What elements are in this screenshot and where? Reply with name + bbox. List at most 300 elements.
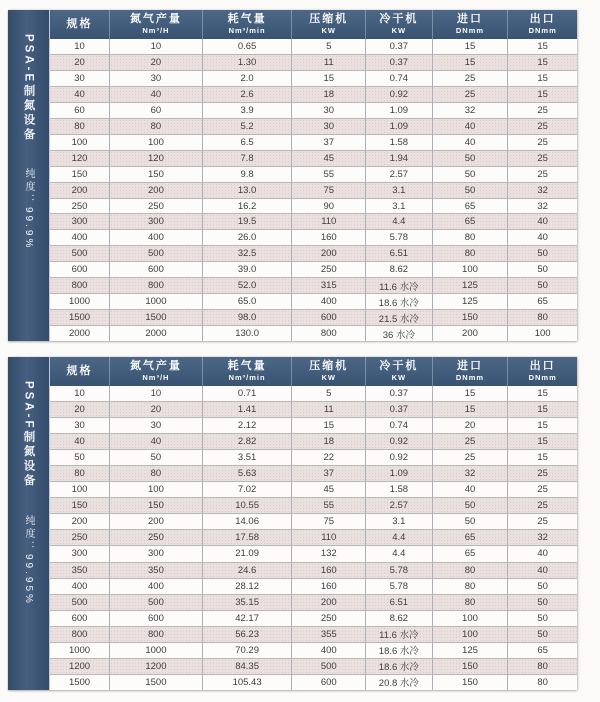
table-cell: 120 [110, 151, 203, 166]
table-cell: 15 [537, 404, 548, 416]
table-cell: 15 [537, 72, 548, 84]
header-label: 冷干机 [379, 13, 419, 26]
table-cell: 1.41 [203, 402, 293, 417]
table-cell: 1500 [50, 310, 110, 325]
table-cell: 150 [50, 167, 110, 182]
table-cell: 500 [110, 595, 203, 610]
table-cell: 40 [537, 232, 548, 244]
table-cell: 32.5 [203, 246, 293, 261]
table-cell: 50 [433, 498, 509, 513]
table-row [50, 55, 577, 71]
table-cell: 160 [292, 579, 366, 594]
table-cell: 200 [110, 183, 203, 198]
table-cell: 150 [50, 498, 110, 513]
table-cell: 20 [110, 402, 203, 417]
header-label: 氮气产量 [129, 13, 182, 26]
table-row [50, 199, 577, 215]
table-cell: 1500 [50, 675, 110, 690]
table-cell: 100 [50, 135, 110, 150]
table-cell: 50 [537, 596, 548, 608]
table-cell: 100 [50, 482, 110, 497]
table-cell: 25 [537, 468, 548, 480]
table-cell: 25 [537, 516, 548, 528]
header-cell [50, 10, 110, 39]
table-cell: 1200 [50, 659, 110, 674]
table-cell: 2.57 [366, 498, 432, 513]
series-title: PSA-E制氮设备 [22, 34, 35, 143]
table-cell: 25 [537, 104, 548, 116]
table-cell: 50 [537, 580, 548, 592]
table-row [50, 563, 577, 579]
table-cell: 39.0 [203, 262, 293, 277]
table-cell: 10 [110, 39, 203, 54]
table-cell: 250 [50, 199, 110, 214]
table-cell: 20 [50, 402, 110, 417]
table-cell: 15 [537, 56, 548, 68]
table-cell: 1000 [110, 643, 203, 658]
table-cell: 600 [110, 262, 203, 277]
header-cell [292, 10, 366, 39]
series-title: PSA-F制氮设备 [22, 381, 35, 489]
table-cell: 90 [292, 199, 366, 214]
table-cell: 0.37 [366, 39, 432, 54]
table-cell: 6.51 [366, 246, 432, 261]
table-cell: 10 [50, 39, 110, 54]
table-cell: 1.09 [366, 119, 432, 134]
table-cell: 500 [110, 246, 203, 261]
table-cell: 800 [292, 326, 366, 341]
table-cell: 80 [537, 676, 548, 688]
table-cell: 50 [50, 450, 110, 465]
table-cell: 40 [433, 482, 509, 497]
table-row [50, 294, 577, 310]
table-cell: 20 [110, 55, 203, 70]
header-unit: Nm³/min [228, 372, 266, 382]
table-cell: 70.29 [203, 643, 293, 658]
table-cell: 50 [537, 248, 548, 260]
table-cell: 150 [433, 675, 509, 690]
table-cell: 56.23 [203, 627, 293, 642]
table-cell: 6.5 [203, 135, 293, 150]
table-row [50, 103, 577, 119]
table-cell: 4.4 [366, 546, 432, 561]
table-cell: 200 [292, 595, 366, 610]
header-cell [110, 10, 203, 39]
psa-e-sidebar [8, 10, 50, 341]
header-unit: KW [391, 372, 407, 382]
table-cell: 65 [433, 214, 509, 229]
header-cell [433, 10, 509, 39]
table-cell: 5.63 [203, 466, 293, 481]
table-row [50, 434, 577, 450]
table-cell: 400 [50, 579, 110, 594]
spec-grid [50, 357, 577, 690]
table-cell: 15 [537, 40, 548, 52]
table-cell: 160 [292, 563, 366, 578]
psa-f-spec-table [8, 357, 577, 690]
table-cell: 80 [110, 466, 203, 481]
table-row [50, 39, 577, 55]
table-cell: 25 [537, 152, 548, 164]
table-cell: 200 [110, 514, 203, 529]
header-row [50, 10, 577, 39]
table-cell: 80 [433, 230, 509, 245]
table-row [50, 450, 577, 466]
table-cell: 105.43 [203, 675, 293, 690]
table-row [50, 326, 577, 341]
table-cell: 200 [50, 183, 110, 198]
table-cell: 15 [537, 88, 548, 100]
table-row [50, 183, 577, 199]
table-cell: 50 [537, 264, 548, 276]
table-cell: 250 [292, 611, 366, 626]
table-cell: 40 [537, 564, 548, 576]
header-cell [366, 357, 432, 386]
table-cell: 25 [537, 484, 548, 496]
table-cell: 1.58 [366, 135, 432, 150]
table-cell: 37 [292, 135, 366, 150]
table-cell: 0.92 [366, 434, 432, 449]
table-cell: 800 [50, 278, 110, 293]
table-cell: 100 [433, 262, 509, 277]
table-cell: 40 [50, 434, 110, 449]
table-cell: 110 [292, 530, 366, 545]
table-cell: 10 [110, 386, 203, 401]
table-cell: 25 [433, 434, 509, 449]
table-cell: 150 [110, 167, 203, 182]
table-cell: 0.92 [366, 450, 432, 465]
table-cell: 80 [537, 312, 548, 324]
table-cell: 1000 [50, 643, 110, 658]
header-unit: Nm³/H [142, 25, 170, 35]
header-cell [50, 357, 110, 386]
table-cell: 80 [433, 563, 509, 578]
table-cell: 160 [292, 230, 366, 245]
table-cell: 15 [537, 388, 548, 400]
table-cell: 400 [110, 230, 203, 245]
table-body [50, 39, 577, 341]
table-cell: 25 [537, 120, 548, 132]
table-row [50, 87, 577, 103]
table-row [50, 386, 577, 402]
table-cell: 8.62 [366, 611, 432, 626]
table-row [50, 119, 577, 135]
table-cell: 0.37 [366, 55, 432, 70]
table-cell: 110 [292, 214, 366, 229]
table-cell: 15 [537, 436, 548, 448]
table-cell: 3.9 [203, 103, 293, 118]
table-cell: 26.0 [203, 230, 293, 245]
header-label: 规格 [66, 17, 93, 30]
table-cell: 1.30 [203, 55, 293, 70]
table-cell: 40 [50, 87, 110, 102]
table-cell: 0.37 [366, 402, 432, 417]
table-cell: 1.58 [366, 482, 432, 497]
spec-grid [50, 10, 577, 341]
purity-label: 纯度：99.9% [23, 168, 34, 251]
table-cell: 25 [433, 71, 509, 86]
table-cell: 14.06 [203, 514, 293, 529]
header-cell [203, 10, 293, 39]
header-cell [508, 357, 577, 386]
table-cell: 60 [110, 103, 203, 118]
table-row [50, 611, 577, 627]
table-cell: 17.58 [203, 530, 293, 545]
table-cell: 6.51 [366, 595, 432, 610]
table-row [50, 246, 577, 262]
table-cell: 300 [50, 546, 110, 561]
table-cell: 100 [534, 328, 551, 340]
table-cell: 32 [537, 200, 548, 212]
header-label: 压缩机 [309, 13, 349, 26]
table-cell: 20 [50, 55, 110, 70]
table-cell: 600 [50, 262, 110, 277]
table-cell: 200 [292, 246, 366, 261]
table-cell: 32 [537, 532, 548, 544]
header-label: 出口 [529, 360, 556, 373]
table-cell: 400 [292, 643, 366, 658]
table-cell: 84.35 [203, 659, 293, 674]
table-cell: 15 [433, 386, 509, 401]
table-cell: 1.09 [366, 103, 432, 118]
header-unit: KW [321, 25, 337, 35]
table-cell: 15 [537, 420, 548, 432]
table-cell: 9.8 [203, 167, 293, 182]
table-cell: 5.2 [203, 119, 293, 134]
header-label: 出口 [529, 13, 556, 26]
table-cell: 1500 [110, 310, 203, 325]
table-cell: 11.6 水冷 [366, 278, 432, 293]
header-label: 进口 [456, 13, 483, 26]
table-cell: 15 [292, 418, 366, 433]
table-cell: 4.4 [366, 530, 432, 545]
header-unit: DNmm [528, 372, 557, 382]
table-cell: 125 [433, 294, 509, 309]
table-cell: 30 [110, 418, 203, 433]
psa-f-sidebar [8, 357, 50, 690]
table-cell: 130.0 [203, 326, 293, 341]
header-unit: DNmm [455, 372, 485, 382]
header-cell [292, 357, 366, 386]
table-row [50, 167, 577, 183]
table-cell: 355 [292, 627, 366, 642]
header-cell [366, 10, 432, 39]
header-label: 耗气量 [227, 13, 267, 26]
header-unit: Nm³/min [228, 25, 266, 35]
table-row [50, 659, 577, 675]
table-row [50, 530, 577, 546]
table-row [50, 498, 577, 514]
table-cell: 75 [292, 514, 366, 529]
header-label: 冷干机 [379, 360, 419, 373]
table-cell: 65 [433, 546, 509, 561]
table-row [50, 546, 577, 562]
header-cell [433, 357, 509, 386]
table-cell: 2000 [50, 326, 110, 341]
table-cell: 65.0 [203, 294, 293, 309]
header-label: 氮气产量 [129, 360, 182, 373]
table-cell: 32 [433, 466, 509, 481]
table-cell: 15 [537, 452, 548, 464]
table-cell: 11.6 水冷 [366, 627, 432, 642]
table-cell: 50 [433, 514, 509, 529]
table-cell: 50 [433, 151, 509, 166]
table-row [50, 482, 577, 498]
table-cell: 1.94 [366, 151, 432, 166]
header-label: 进口 [456, 360, 483, 373]
table-cell: 55 [292, 167, 366, 182]
table-cell: 37 [292, 466, 366, 481]
table-row [50, 675, 577, 690]
table-cell: 2.6 [203, 87, 293, 102]
table-cell: 30 [292, 119, 366, 134]
table-cell: 24.6 [203, 563, 293, 578]
table-cell: 5.78 [366, 563, 432, 578]
table-cell: 16.2 [203, 199, 293, 214]
table-cell: 80 [50, 466, 110, 481]
table-cell: 50 [433, 183, 509, 198]
table-cell: 13.0 [203, 183, 293, 198]
table-cell: 15 [433, 402, 509, 417]
table-cell: 40 [537, 548, 548, 560]
table-cell: 18 [292, 434, 366, 449]
header-label: 耗气量 [227, 360, 267, 373]
table-cell: 15 [433, 39, 509, 54]
table-cell: 80 [537, 660, 548, 672]
table-cell: 125 [433, 643, 509, 658]
table-cell: 42.17 [203, 611, 293, 626]
table-cell: 10 [50, 386, 110, 401]
table-cell: 5 [292, 386, 366, 401]
table-cell: 2000 [110, 326, 203, 341]
table-cell: 132 [292, 546, 366, 561]
table-cell: 15 [292, 71, 366, 86]
table-cell: 45 [292, 151, 366, 166]
table-cell: 350 [110, 563, 203, 578]
table-cell: 30 [110, 71, 203, 86]
table-cell: 35.15 [203, 595, 293, 610]
table-cell: 2.57 [366, 167, 432, 182]
table-cell: 250 [110, 530, 203, 545]
table-row [50, 310, 577, 326]
table-cell: 40 [433, 135, 509, 150]
table-cell: 0.74 [366, 71, 432, 86]
table-cell: 150 [433, 659, 509, 674]
table-cell: 600 [50, 611, 110, 626]
table-cell: 11 [292, 55, 366, 70]
table-cell: 600 [292, 675, 366, 690]
table-cell: 50 [537, 628, 548, 640]
table-cell: 65 [537, 644, 548, 656]
header-unit: KW [321, 372, 337, 382]
table-cell: 25 [537, 136, 548, 148]
table-cell: 22 [292, 450, 366, 465]
table-cell: 65 [433, 199, 509, 214]
table-cell: 15 [433, 55, 509, 70]
table-cell: 5.78 [366, 230, 432, 245]
table-cell: 250 [110, 199, 203, 214]
table-body [50, 386, 577, 690]
header-unit: DNmm [528, 25, 557, 35]
table-cell: 300 [110, 214, 203, 229]
table-cell: 75 [292, 183, 366, 198]
header-row [50, 357, 577, 386]
table-row [50, 643, 577, 659]
table-cell: 18.6 水冷 [366, 294, 432, 309]
table-cell: 800 [110, 278, 203, 293]
table-cell: 1200 [110, 659, 203, 674]
psa-e-spec-table [8, 10, 577, 341]
table-cell: 8.62 [366, 262, 432, 277]
table-cell: 150 [433, 310, 509, 325]
table-cell: 400 [292, 294, 366, 309]
table-row [50, 418, 577, 434]
table-cell: 40 [110, 434, 203, 449]
table-cell: 0.74 [366, 418, 432, 433]
table-cell: 1.09 [366, 466, 432, 481]
table-cell: 30 [50, 71, 110, 86]
table-row [50, 514, 577, 530]
header-cell [508, 10, 577, 39]
table-cell: 18 [292, 87, 366, 102]
table-cell: 40 [433, 119, 509, 134]
table-cell: 1000 [110, 294, 203, 309]
table-cell: 18.6 水冷 [366, 643, 432, 658]
table-cell: 50 [537, 612, 548, 624]
table-cell: 5 [292, 39, 366, 54]
table-cell: 4.4 [366, 214, 432, 229]
table-cell: 7.02 [203, 482, 293, 497]
header-label: 规格 [66, 364, 93, 377]
table-row [50, 230, 577, 246]
table-cell: 52.0 [203, 278, 293, 293]
table-cell: 21.5 水冷 [366, 310, 432, 325]
table-cell: 60 [50, 103, 110, 118]
table-cell: 0.71 [203, 386, 293, 401]
table-cell: 2.0 [203, 71, 293, 86]
table-cell: 25 [433, 87, 509, 102]
table-cell: 100 [433, 611, 509, 626]
table-cell: 7.8 [203, 151, 293, 166]
table-cell: 80 [433, 595, 509, 610]
table-cell: 36 水冷 [366, 326, 432, 341]
table-cell: 3.51 [203, 450, 293, 465]
table-cell: 50 [110, 450, 203, 465]
header-label: 压缩机 [309, 360, 349, 373]
table-cell: 55 [292, 498, 366, 513]
table-cell: 65 [537, 296, 548, 308]
table-cell: 0.92 [366, 87, 432, 102]
table-row [50, 402, 577, 418]
table-row [50, 278, 577, 294]
table-cell: 21.09 [203, 546, 293, 561]
table-cell: 32 [433, 103, 509, 118]
table-cell: 350 [50, 563, 110, 578]
table-cell: 45 [292, 482, 366, 497]
table-cell: 400 [50, 230, 110, 245]
header-unit: Nm³/H [142, 372, 170, 382]
table-row [50, 151, 577, 167]
table-cell: 19.5 [203, 214, 293, 229]
table-cell: 30 [50, 418, 110, 433]
table-cell: 125 [433, 278, 509, 293]
table-cell: 300 [110, 546, 203, 561]
header-cell [110, 357, 203, 386]
table-cell: 98.0 [203, 310, 293, 325]
table-row [50, 214, 577, 230]
table-cell: 50 [433, 167, 509, 182]
table-cell: 3.1 [366, 183, 432, 198]
